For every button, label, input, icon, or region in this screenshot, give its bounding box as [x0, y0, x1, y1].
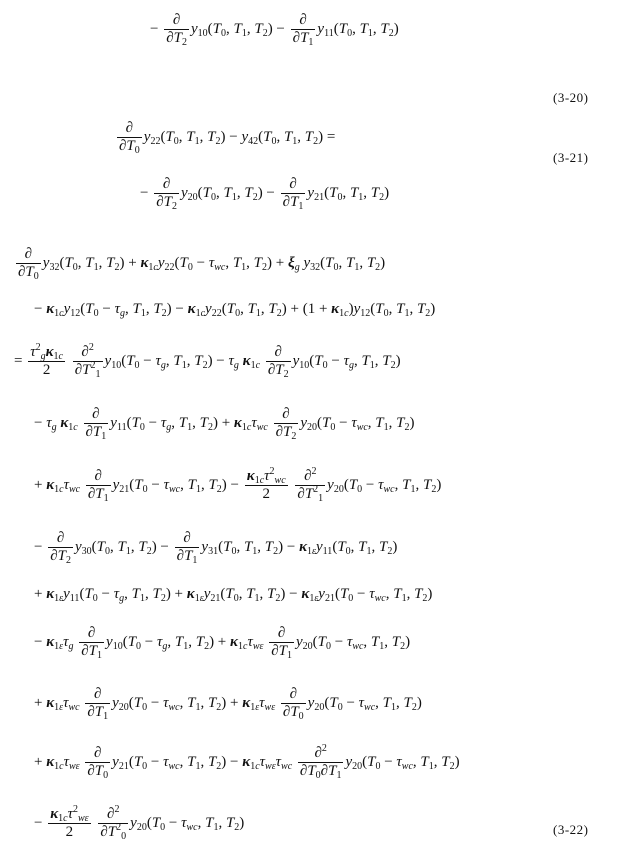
- equation-number-3-20: (3-20): [553, 90, 589, 105]
- eq22-line-11: − $\frac{\kappa_{1c}\tau^2_{w\varepsilon}}{2}$ $\frac{\partial^2}{\partial T^2_0}$ $y_{20}(T_0 - \tau_{wc}$, $T_1$, $T_2$): [34, 804, 245, 842]
- eq22-line-7: + $\kappa_{1\varepsilon}y_{11}(T_0 - \tau_g$, $T_1$, $T_2) + \kappa_{1\varepsilon}y_{21}(T_0$, $T_1$, $T_2) - \kappa_{1\varepsilon}y_{21}(T_0 - \tau_{wc}$, $T_1$, $T_2$): [34, 586, 433, 604]
- eq22-line-10: + $\kappa_{1c}\tau_{w\varepsilon}$ $\frac{\partial}{\partial T_0}$ $y_{21}(T_0 - \tau_{wc}$, $T_1$, $T_2) - \kappa_{1c}\tau_{w\varepsilon}\tau_{wc}$ $\frac{\partial^2}{\partial T_0\partial T_1}$ $y_{20}(T_0 - \tau_{wc}$, $T_1$, $T_2$): [34, 743, 460, 781]
- eq22-line-3: = $\frac{\tau^2_g\kappa_{1c}}{2}$ $\frac{\partial^2}{\partial T^2_1}$ $y_{10}(T_0 - \tau_g$, $T_1$, $T_2) - \tau_g$ $\kappa_{1c}$ $\frac{\partial}{\partial T_2}$ $y_{10}(T_0 - \tau_g$, $T_1$, $T_2$): [14, 342, 401, 380]
- eq22-line-9: + $\kappa_{1\varepsilon}\tau_{wc}$ $\frac{\partial}{\partial T_1}$ $y_{20}(T_0 - \tau_{wc}$, $T_1$, $T_2) + \kappa_{1\varepsilon}\tau_{w\varepsilon}$ $\frac{\partial}{\partial T_0}$ $y_{20}(T_0 - \tau_{wc}$, $T_1$, $T_2$): [34, 686, 422, 722]
- eq22-line-6: − $\frac{\partial}{\partial T_2}$ $y_{30}(T_0$, $T_1$, $T_2$) − $\frac{\partial}{\partial T_1}$ $y_{31}(T_0$, $T_1$, $T_2) - \kappa_{1\varepsilon}y_{11}(T_0$, $T_1$, $T_2$): [34, 530, 398, 566]
- eq22-line-5: + $\kappa_{1c}\tau_{wc}$ $\frac{\partial}{\partial T_1}$ $y_{21}(T_0 - \tau_{wc}$, $T_1$, $T_2$) − $\frac{\kappa_{1c}\tau^2_{wc}}{2}$ $\frac{\partial^2}{\partial T^2_1}$ $y_{20}(T_0 - \tau_{wc}$, $T_1$, $T_2$): [34, 466, 442, 504]
- eq21-line-1: $\frac{\partial}{\partial T_0}$ $y_{22}(T_0$, $T_1$, $T_2) - y_{42}(T_0$, $T_1$, $T_2$) =: [119, 120, 336, 156]
- eq20-line: − $\frac{\partial}{\partial T_2}$ $y_{10}(T_0$, $T_1$, $T_2$) − $\frac{\partial}{\partial T_1}$ $y_{11}(T_0$, $T_1$, $T_2$): [150, 12, 399, 48]
- eq22-line-8: − $\kappa_{1\varepsilon}\tau_g$ $\frac{\partial}{\partial T_1}$ $y_{10}(T_0 - \tau_g$, $T_1$, $T_2) + \kappa_{1c}\tau_{w\varepsilon}$ $\frac{\partial}{\partial T_1}$ $y_{20}(T_0 - \tau_{wc}$, $T_1$, $T_2$): [34, 625, 411, 661]
- equation-number-3-22: (3-22): [553, 822, 589, 837]
- eq22-line-2: − $\kappa_{1c}y_{12}(T_0 - \tau_g$, $T_1$, $T_2) - \kappa_{1c}y_{22}(T_0$, $T_1$, $T_2) + (1 + \kappa_{1c})y_{12}(T_0$, $T_1$, $T_2$): [34, 301, 436, 319]
- eq22-line-4: − $\tau_g$ $\kappa_{1c}$ $\frac{\partial}{\partial T_1}$ $y_{11}(T_0 - \tau_g$, $T_1$, $T_2) + \kappa_{1c}\tau_{wc}$ $\frac{\partial}{\partial T_2}$ $y_{20}(T_0 - \tau_{wc}$, $T_1$, $T_2$): [34, 406, 415, 442]
- eq22-line-1: $\frac{\partial}{\partial T_0}$ $y_{32}(T_0$, $T_1$, $T_2) + \kappa_{1c}y_{22}(T_0 - \tau_{wc}$, $T_1$, $T_2) + \xi_g$ $y_{32}(T_0$, $T_1$, $T_2$): [18, 246, 386, 282]
- equation-number-3-21: (3-21): [553, 150, 589, 165]
- eq21-line-2: − $\frac{\partial}{\partial T_2}$ $y_{20}(T_0$, $T_1$, $T_2$) − $\frac{\partial}{\partial T_1}$ $y_{21}(T_0$, $T_1$, $T_2$): [140, 176, 390, 212]
